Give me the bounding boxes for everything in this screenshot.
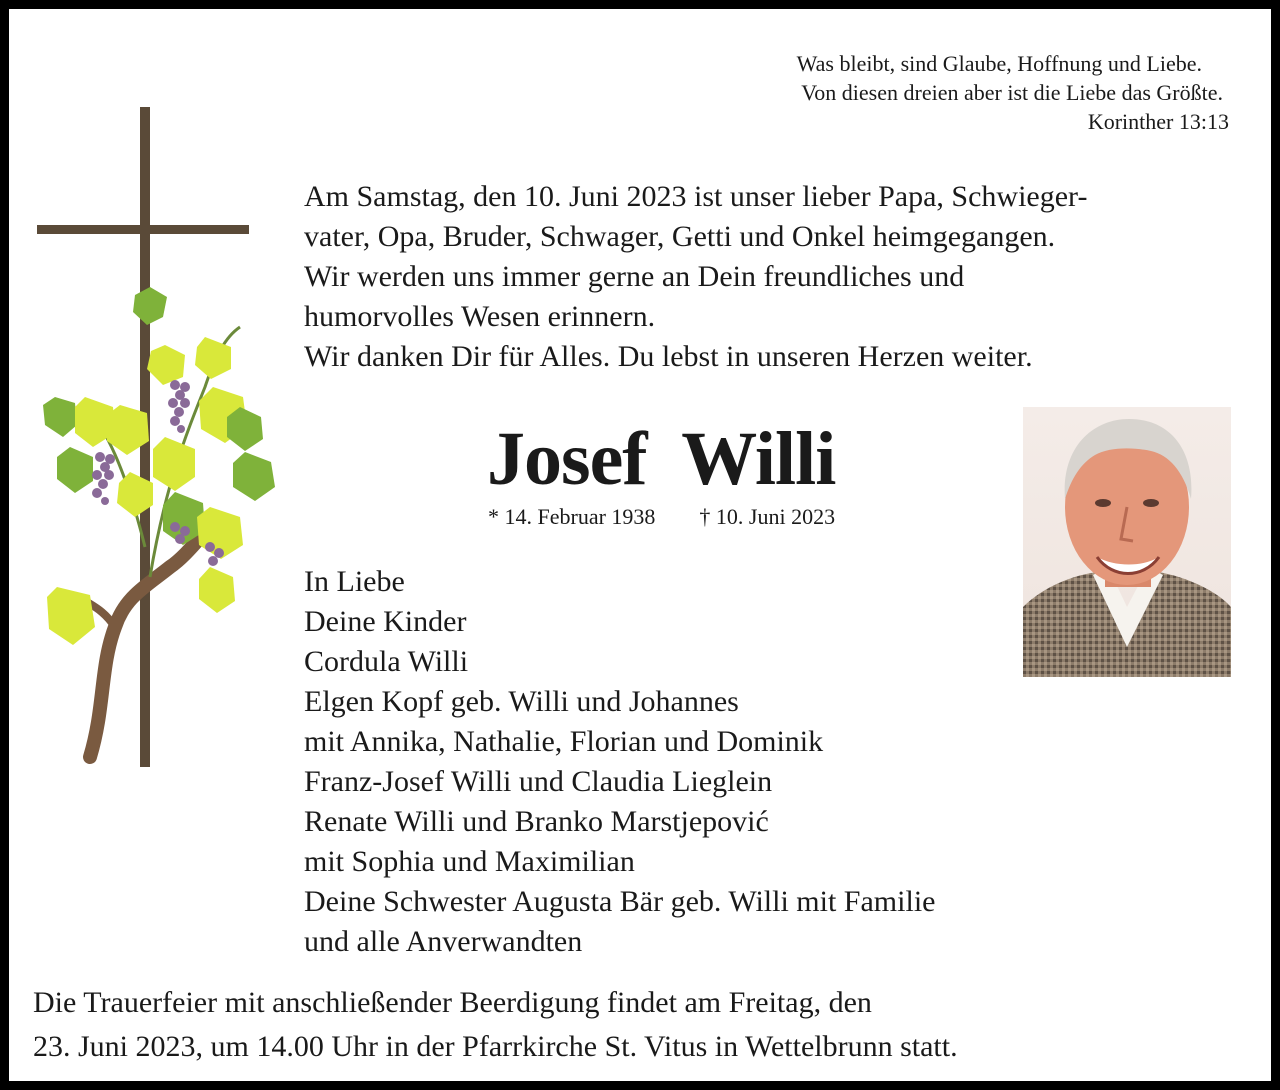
grape: [214, 548, 224, 558]
mourner-line: Cordula Willi: [304, 645, 469, 678]
grape: [170, 380, 180, 390]
intro-line: Wir danken Dir für Alles. Du lebst in unseren Herzen weiter.: [304, 340, 1033, 373]
mourner-line: mit Sophia und Maximilian: [304, 845, 635, 878]
vine-leaf: [47, 587, 95, 645]
grape: [180, 398, 190, 408]
grape: [98, 479, 108, 489]
vine-leaves: [43, 287, 275, 645]
grape: [104, 470, 114, 480]
vine-leaf: [233, 452, 275, 501]
grape: [101, 497, 109, 505]
eye-left: [1095, 499, 1111, 507]
death-date: † 10. Juni 2023: [699, 504, 836, 529]
verse-line-1: Was bleibt, sind Glaube, Hoffnung und Liebe.: [796, 51, 1202, 76]
grape: [208, 556, 218, 566]
cross-horizontal-beam: [37, 225, 249, 234]
grape: [95, 452, 105, 462]
grape: [92, 470, 102, 480]
portrait-photo: [1023, 407, 1231, 677]
vine-leaf: [147, 345, 185, 385]
funeral-ceremony-info: [33, 981, 958, 1069]
ceremony-line: 23. Juni 2023, um 14.00 Uhr in der Pfarrkirche St. Vitus in Wettelbrunn statt.: [33, 1030, 958, 1063]
grape: [170, 522, 180, 532]
bible-verse: [797, 49, 1229, 136]
vine-leaf: [227, 407, 263, 451]
verse-line-2: Von diesen dreien aber ist die Liebe das Größte.: [801, 80, 1223, 105]
grape: [170, 416, 180, 426]
mourner-line: Deine Schwester Augusta Bär geb. Willi mit Familie: [304, 885, 936, 918]
mourner-line: mit Annika, Nathalie, Florian und Dominik: [304, 725, 824, 758]
eye-right: [1143, 499, 1159, 507]
birth-date: * 14. Februar 1938: [488, 504, 656, 529]
vine-leaf: [133, 287, 167, 325]
grape: [168, 398, 178, 408]
life-dates: [488, 504, 835, 530]
vine-leaf: [43, 397, 77, 437]
mourner-line: Renate Willi und Branko Marstjepović: [304, 805, 769, 838]
ceremony-line: Die Trauerfeier mit anschließender Beerdigung findet am Freitag, den: [33, 986, 872, 1019]
mourners-list: [304, 562, 935, 962]
grape: [92, 488, 102, 498]
grape: [175, 534, 185, 544]
grape: [205, 542, 215, 552]
verse-reference: Korinther 13:13: [1087, 109, 1229, 134]
mourner-line: In Liebe: [304, 565, 405, 598]
intro-line: humorvolles Wesen erinnern.: [304, 300, 656, 333]
intro-line: Am Samstag, den 10. Juni 2023 ist unser lieber Papa, Schwieger-: [304, 180, 1088, 213]
deceased-name: Josef Willi: [487, 417, 836, 501]
cross-with-grapevine-image: [35, 107, 285, 772]
mourner-line: Deine Kinder: [304, 605, 467, 638]
obituary-notice: [9, 9, 1271, 1081]
vine-leaf: [57, 447, 93, 493]
grape: [174, 407, 184, 417]
vine-leaf: [199, 567, 235, 613]
intro-line: vater, Opa, Bruder, Schwager, Getti und Onkel heimgegangen.: [304, 220, 1056, 253]
mourner-line: und alle Anverwandten: [304, 925, 583, 958]
vine-leaf: [153, 437, 195, 491]
mourner-line: Elgen Kopf geb. Willi und Johannes: [304, 685, 739, 718]
mourner-line: Franz-Josef Willi und Claudia Lieglein: [304, 765, 773, 798]
intro-line: Wir werden uns immer gerne an Dein freundliches und: [304, 260, 965, 293]
obituary-intro-text: [304, 177, 1234, 377]
grape: [177, 425, 185, 433]
